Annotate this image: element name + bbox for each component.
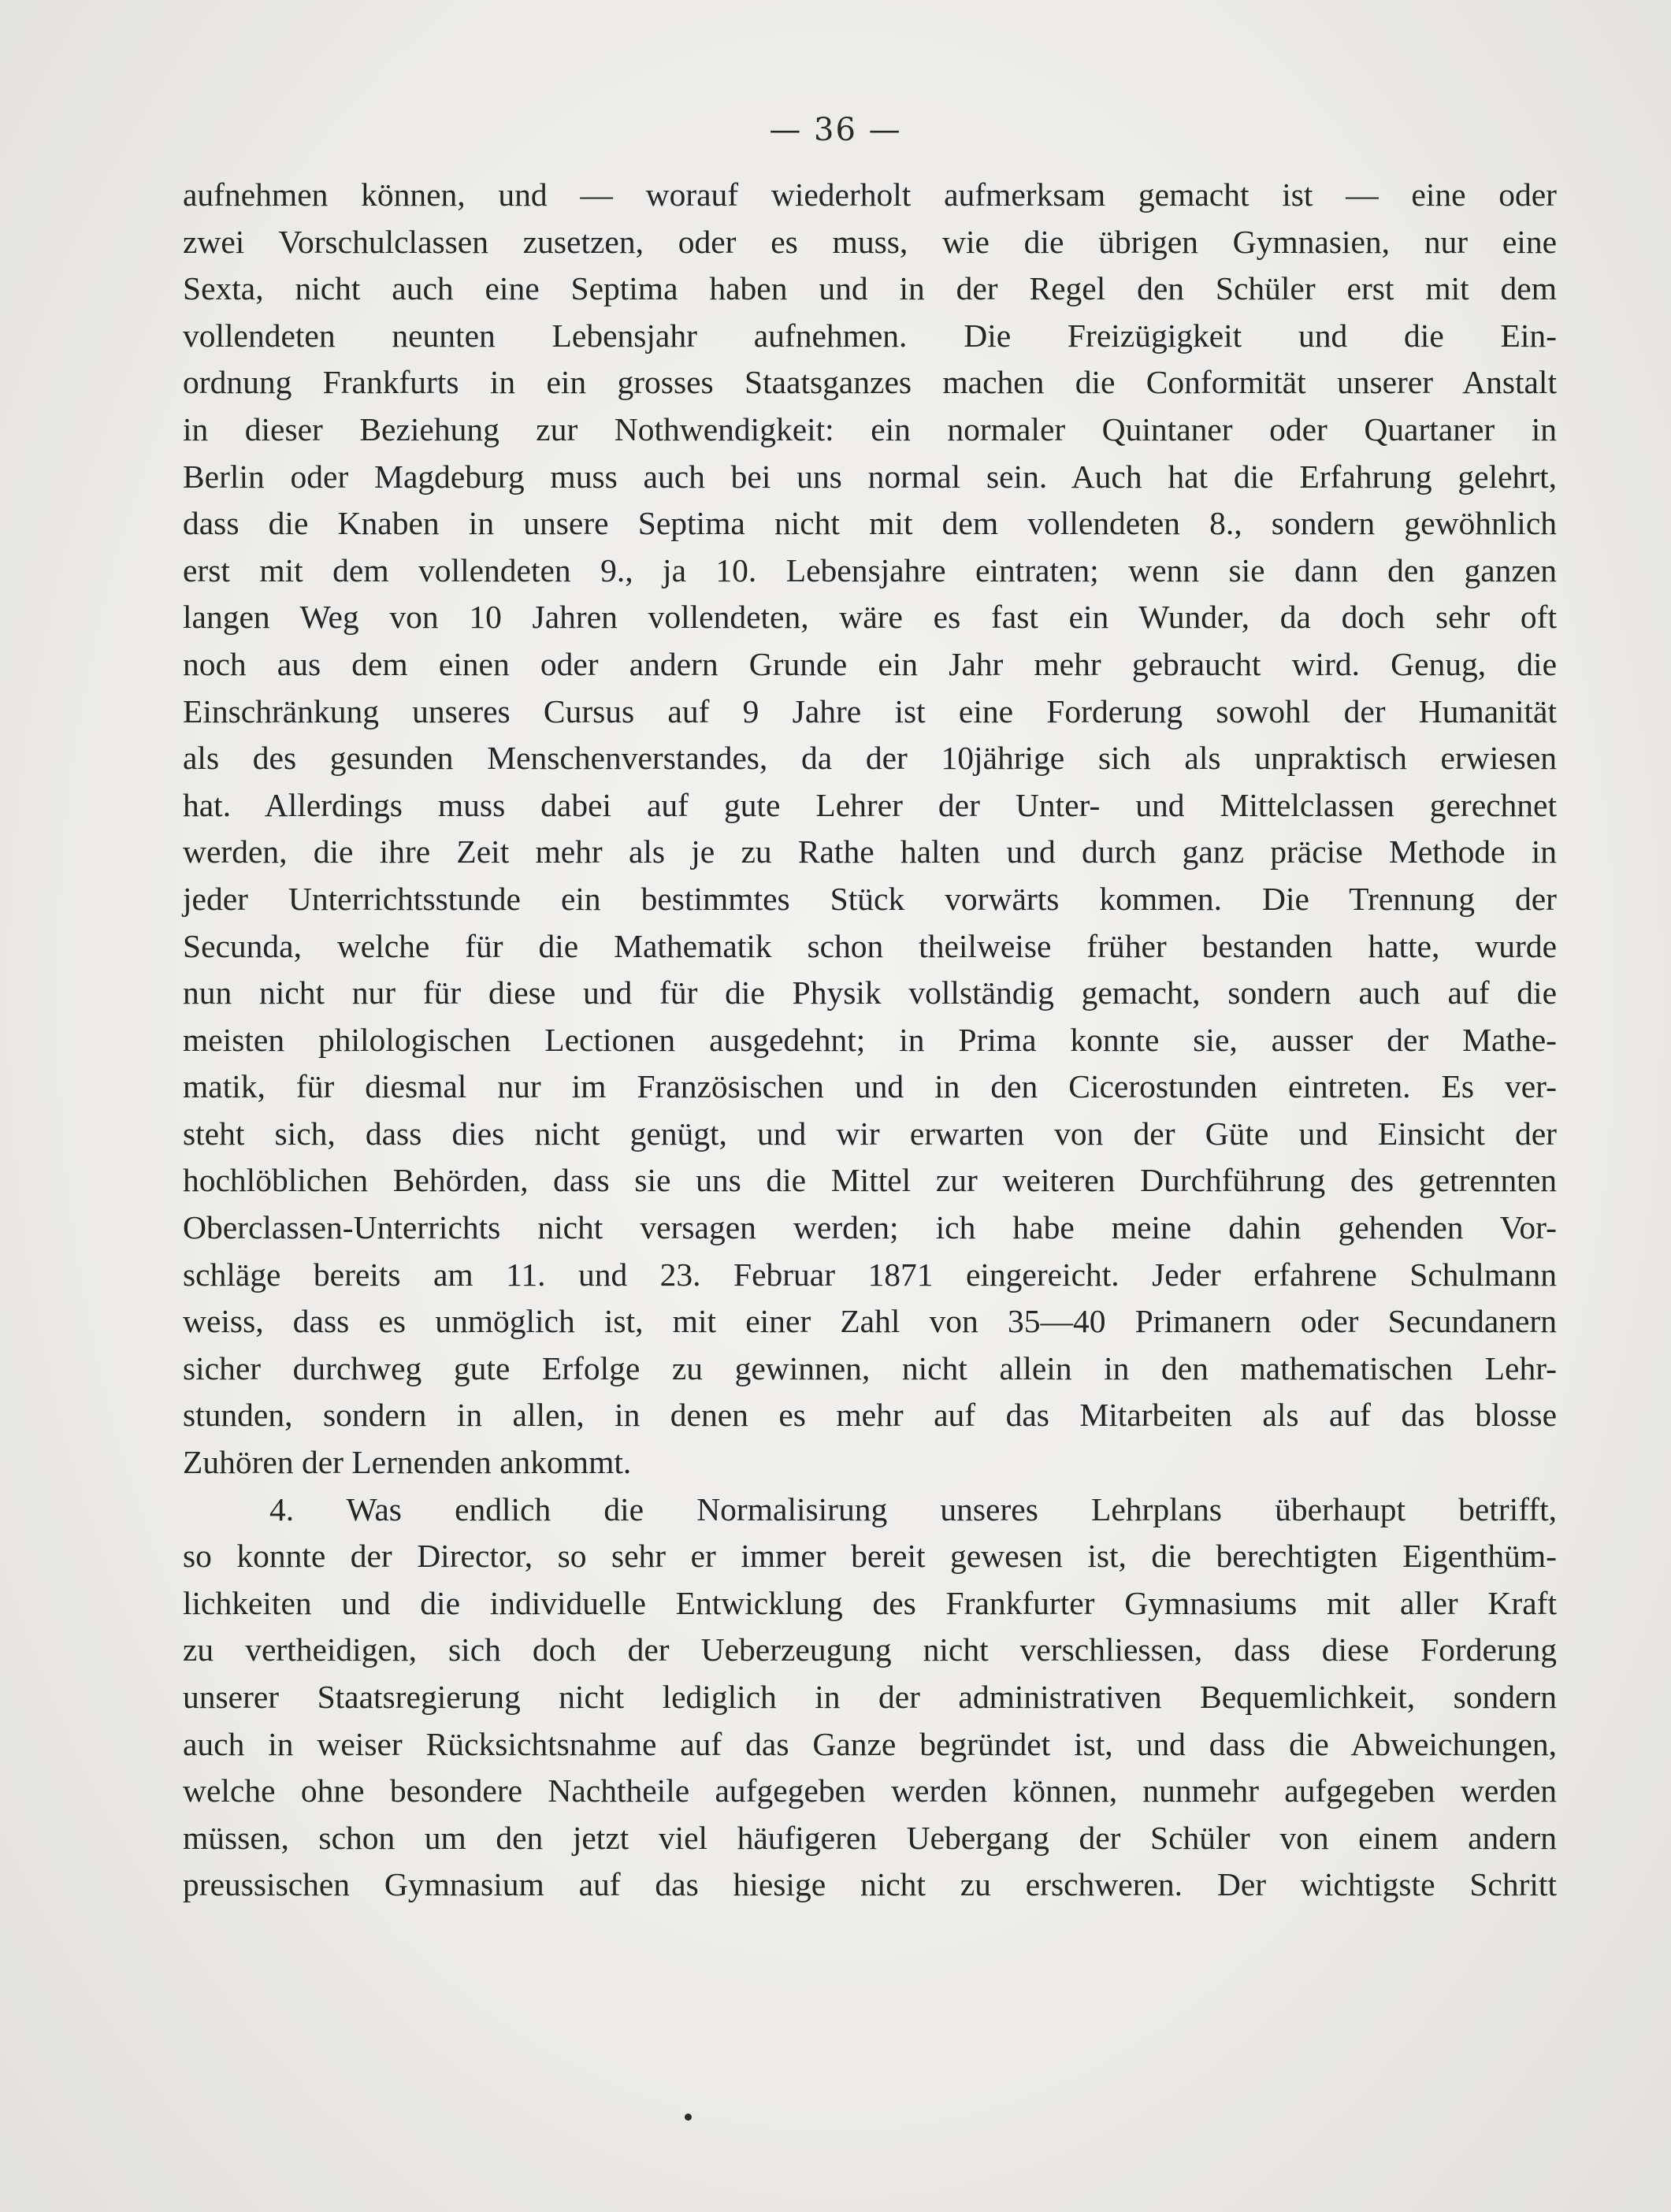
text-line: werden, die ihre Zeit mehr als je zu Rathe halten und durch ganz präcise Methode in (183, 833, 1557, 870)
text-line: erst mit dem vollendeten 9., ja 10. Lebensjahre eintraten; wenn sie dann den ganzen (183, 551, 1557, 588)
text-line: jeder Unterrichtsstunde ein bestimmtes Stück vorwärts kommen. Die Trennung der (183, 880, 1557, 917)
text-line: aufnehmen können, und — worauf wiederholt aufmerksam gemacht ist — eine oder (183, 176, 1557, 213)
text-line: noch aus dem einen oder andern Grunde ein Jahr mehr gebraucht wird. Genug, die (183, 645, 1557, 682)
text-line: Sexta, nicht auch eine Septima haben und in der Regel den Schüler erst mit dem (183, 270, 1557, 307)
text-line: ordnung Frankfurts in ein grosses Staatsganzes machen die Conformität unserer Anstalt (183, 364, 1557, 401)
text-line: sicher durchweg gute Erfolge zu gewinnen, nicht allein in den mathematischen Lehr- (183, 1349, 1557, 1386)
text-line: meisten philologischen Lectionen ausgedehnt; in Prima konnte sie, ausser der Mathe- (183, 1021, 1557, 1058)
text-line: hochlöblichen Behörden, dass sie uns die Mittel zur weiteren Durchführung des getrennten (183, 1162, 1557, 1199)
text-line: als des gesunden Menschenverstandes, da der 10jährige sich als unpraktisch erwiesen (183, 740, 1557, 777)
body-text (183, 172, 1557, 1909)
text-line: Berlin oder Magdeburg muss auch bei uns normal sein. Auch hat die Erfahrung gelehrt, (183, 458, 1557, 495)
text-line: weiss, dass es unmöglich ist, mit einer Zahl von 35—40 Primanern oder Secundanern (183, 1303, 1557, 1340)
text-line: zwei Vorschulclassen zusetzen, oder es muss, wie die übrigen Gymnasien, nur eine (183, 223, 1557, 260)
text-line: unserer Staatsregierung nicht lediglich in der administrativen Bequemlichkeit, sondern (183, 1679, 1557, 1715)
text-line: Secunda, welche für die Mathematik schon theilweise früher bestanden hatte, wurde (183, 927, 1557, 964)
text-line: schläge bereits am 11. und 23. Februar 1871 eingereicht. Jeder erfahrene Schulmann (183, 1256, 1557, 1293)
text-line: auch in weiser Rücksichtsnahme auf das Ganze begründet ist, und dass die Abweichungen, (183, 1725, 1557, 1762)
text-line: welche ohne besondere Nachtheile aufgegeben werden können, nunmehr aufgegeben werden (183, 1772, 1557, 1809)
text-line: müssen, schon um den jetzt viel häufigeren Uebergang der Schüler von einem andern (183, 1819, 1557, 1856)
text-line: stunden, sondern in allen, in denen es mehr auf das Mitarbeiten als auf das blosse (183, 1397, 1557, 1434)
text-line: nun nicht nur für diese und für die Physik vollständig gemacht, sondern auch auf die (183, 974, 1557, 1011)
text-line: hat. Allerdings muss dabei auf gute Lehrer der Unter- und Mittelclassen gerechnet (183, 786, 1557, 823)
text-line: Oberclassen-Unterrichts nicht versagen werden; ich habe meine dahin gehenden Vor- (183, 1209, 1557, 1246)
text-line: 4. Was endlich die Normalisirung unseres Lehrplans überhaupt betrifft, (269, 1490, 1557, 1527)
page-number: — 36 — (769, 112, 902, 148)
text-line: lichkeiten und die individuelle Entwicklung des Frankfurter Gymnasiums mit aller Kraft (183, 1584, 1557, 1621)
text-line: preussischen Gymnasium auf das hiesige nicht zu erschweren. Der wichtigste Schritt (183, 1866, 1557, 1903)
text-line: Einschränkung unseres Cursus auf 9 Jahre ist eine Forderung sowohl der Humanität (183, 692, 1557, 729)
printing-dot-mark (685, 2114, 692, 2121)
text-line: vollendeten neunten Lebensjahr aufnehmen. Die Freizügigkeit und die Ein- (183, 317, 1557, 354)
text-line: steht sich, dass dies nicht genügt, und wir erwarten von der Güte und Einsicht der (183, 1115, 1557, 1152)
text-line: Zuhören der Lernenden ankommt. (183, 1444, 632, 1481)
text-line: dass die Knaben in unsere Septima nicht mit dem vollendeten 8., sondern gewöhnlich (183, 505, 1557, 542)
text-line: matik, für diesmal nur im Französischen und in den Cicerostunden eintreten. Es ver- (183, 1068, 1557, 1105)
text-line: langen Weg von 10 Jahren vollendeten, wäre es fast ein Wunder, da doch sehr oft (183, 599, 1557, 636)
text-line: so konnte der Director, so sehr er immer bereit gewesen ist, die berechtigten Eigenthüm- (183, 1538, 1557, 1575)
text-line: in dieser Beziehung zur Nothwendigkeit: ein normaler Quintaner oder Quartaner in (183, 410, 1557, 447)
text-line: zu vertheidigen, sich doch der Ueberzeugung nicht verschliessen, dass diese Forderung (183, 1631, 1557, 1668)
